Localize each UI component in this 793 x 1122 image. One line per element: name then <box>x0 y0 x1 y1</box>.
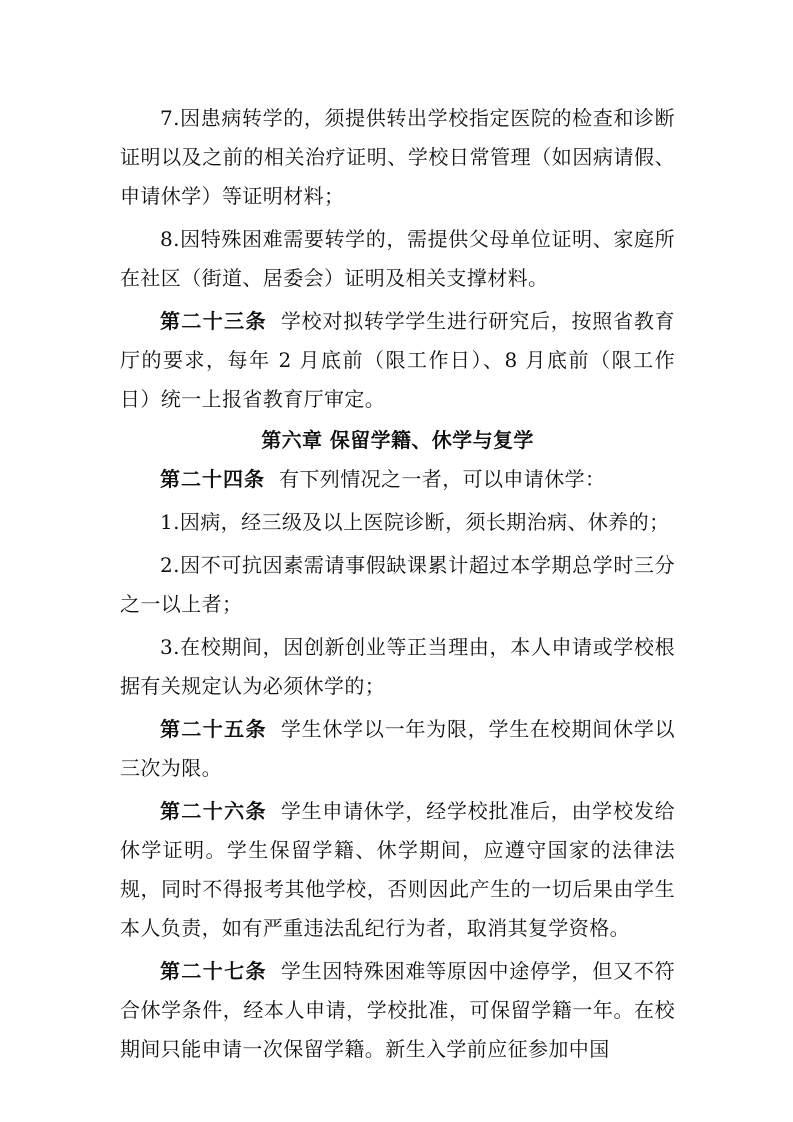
article-27 <box>120 952 675 1069</box>
article-24-item-2: 2.因不可抗因素需请事假缺课累计超过本学期总学时三分之一以上者； <box>120 553 675 616</box>
article-26-text: 学生申请休学，经学校批准后，由学校发给休学证明。学生保留学籍、休学期间，应遵守国家的法律法规，同时不得报考其他学校，否则因此产生的一切后果由学生本人负责，如有严重违法乱纪行为者，取消其复学资格。 <box>120 799 675 940</box>
article-24 <box>120 460 675 499</box>
paragraph-item-7: 7.因患病转学的，须提供转出学校指定医院的检查和诊断证明以及之前的相关治疗证明、学校日常管理（如因病请假、申请休学）等证明材料； <box>120 106 675 208</box>
article-26 <box>120 792 675 948</box>
article-23-text: 学校对拟转学学生进行研究后，按照省教育厅的要求，每年 2 月底前（限工作日）、8 月底前（限工作日）统一上报省教育厅审定。 <box>120 309 675 411</box>
document-body <box>120 99 675 1069</box>
article-25 <box>120 710 675 788</box>
article-27-label: 第二十七条 <box>160 959 267 983</box>
chapter-6-title: 第六章 保留学籍、休学与复学 <box>261 428 534 452</box>
article-25-label: 第二十五条 <box>160 717 267 741</box>
article-24-item-1: 1.因病，经三级及以上医院诊断，须长期治病、休养的； <box>160 510 670 534</box>
article-23-label: 第二十三条 <box>160 309 267 333</box>
paragraph-item-8: 8.因特殊困难需要转学的，需提供父母单位证明、家庭所在社区（街道、居委会）证明及相关支撑材料。 <box>120 227 675 290</box>
article-26-label: 第二十六条 <box>160 799 267 823</box>
article-23 <box>120 302 675 419</box>
article-25-text: 学生休学以一年为限，学生在校期间休学以三次为限。 <box>120 717 675 780</box>
article-24-item-3: 3.在校期间，因创新创业等正当理由，本人申请或学校根据有关规定认为必须休学的； <box>120 635 675 698</box>
article-27-text: 学生因特殊困难等原因中途停学，但又不符合休学条件，经本人申请，学校批准，可保留学籍一年。在校期间只能申请一次保留学籍。新生入学前应征参加中国 <box>120 959 675 1061</box>
article-24-text: 有下列情况之一者，可以申请休学： <box>279 467 606 491</box>
article-24-label: 第二十四条 <box>160 467 265 491</box>
